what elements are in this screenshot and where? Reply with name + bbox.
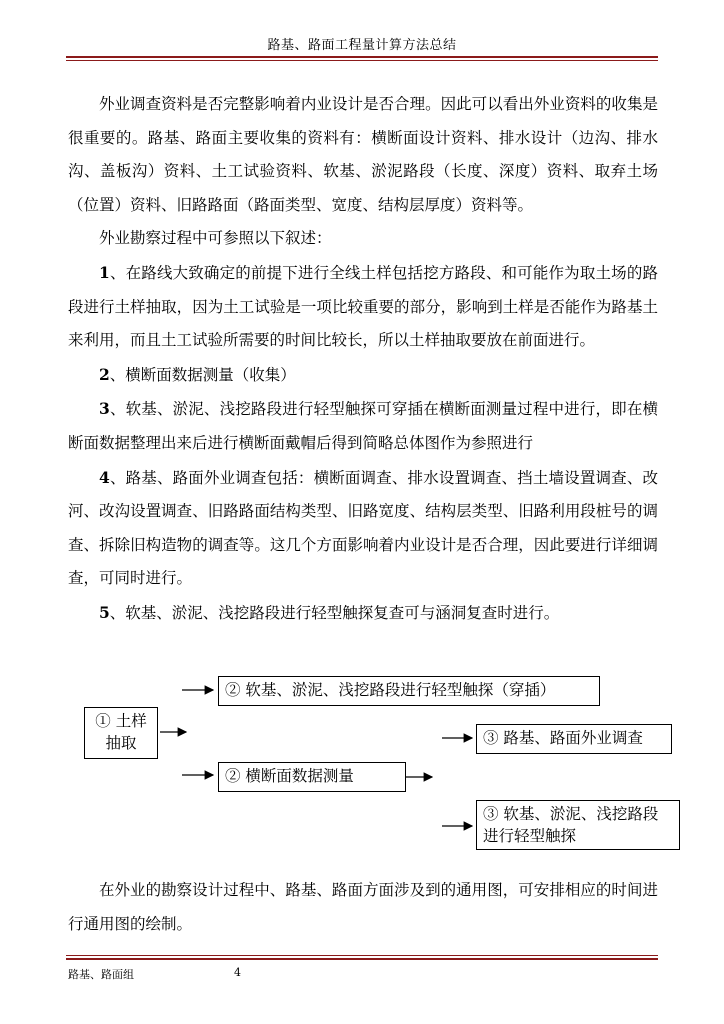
header-rule-thick: [66, 56, 658, 58]
item-text: 、软基、淤泥、浅挖路段进行轻型触探复查可与涵洞复查时进行。: [109, 603, 560, 622]
item-number: 4: [99, 467, 110, 487]
item-number: 3: [99, 399, 110, 419]
list-item-4: [68, 461, 658, 596]
box-cross-section: ② 横断面数据测量: [218, 762, 406, 792]
closing-text: [68, 874, 658, 941]
box-field-survey: ③ 路基、路面外业调查: [476, 724, 672, 754]
footer-group-name: 路基、路面组: [68, 968, 134, 981]
paragraph-closing: 在外业的勘察设计过程中、路基、路面方面涉及到的通用图，可安排相应的时间进行通用图的绘制。: [68, 881, 658, 933]
footer-rule-thick: [66, 958, 658, 960]
footer-page-number: 4: [234, 966, 241, 979]
item-text: 、横断面数据测量（收集）: [109, 365, 296, 384]
item-text: 、软基、淤泥、浅挖路段进行轻型触探可穿插在横断面测量过程中进行，即在横断面数据整理出来后进行横断面戴帽后得到简略总体图作为参照进行: [68, 400, 658, 452]
list-item-1: [68, 256, 658, 358]
box-soil-sample: ① 土样抽取: [84, 707, 158, 759]
page-header-title: 路基、路面工程量计算方法总结: [267, 38, 457, 53]
item-text: 、在路线大致确定的前提下进行全线土样包括挖方路段、和可能作为取土场的路段进行土样抽取，因为土工试验是一项比较重要的部分，影响到土样是否能作为路基土来利用，而且土工试验所需要的时间比较长，所以土样抽取要放在前面进行。: [68, 263, 658, 350]
box-probe-recheck: ③ 软基、淤泥、浅挖路段进行轻型触探: [476, 800, 680, 850]
item-number: 2: [99, 364, 110, 384]
list-item-5: [68, 596, 658, 631]
list-item-2: [68, 358, 658, 393]
list-item-3: [68, 392, 658, 460]
item-number: 1: [99, 262, 110, 282]
body-text: [68, 88, 658, 631]
box-probe-insert: ② 软基、淤泥、浅挖路段进行轻型触探（穿插）: [218, 676, 600, 706]
footer-rule-thin: [66, 955, 658, 956]
item-text: 、路基、路面外业调查包括：横断面调查、排水设置调查、挡土墙设置调查、改河、改沟设置调查、旧路路面结构类型、旧路宽度、结构层类型、旧路利用段桩号的调查、拆除旧构造物的调查等。这几个方面影响着内业设计是否合理，因此要进行详细调查，可同时进行。: [68, 468, 658, 588]
item-number: 5: [99, 602, 110, 622]
header-rule-thin: [66, 60, 658, 61]
paragraph-reference: 外业勘察过程中可参照以下叙述：: [99, 229, 332, 248]
paragraph-intro: 外业调查资料是否完整影响着内业设计是否合理。因此可以看出外业资料的收集是很重要的。路基、路面主要收集的资料有：横断面设计资料、排水设计（边沟、排水沟、盖板沟）资料、土工试验资料、软基、淤泥路段（长度、深度）资料、取弃土场（位置）资料、旧路路面（路面类型、宽度、结构层厚度）资料等。: [68, 95, 658, 214]
